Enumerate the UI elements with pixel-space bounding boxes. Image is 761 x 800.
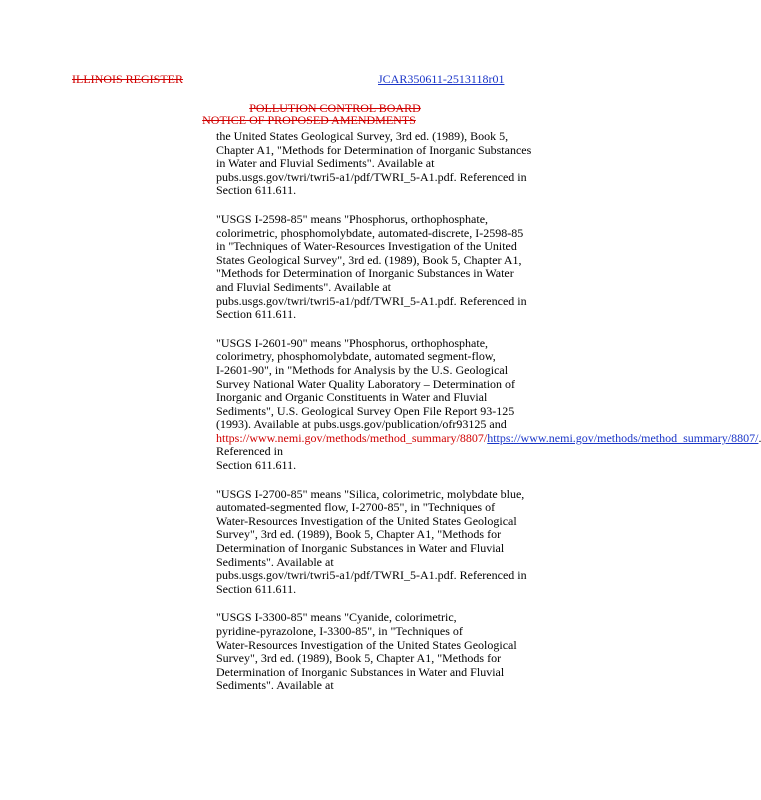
paragraph-text: "USGS I-2601-90" means "Phosphorus, orthophosphate, colorimetry, phosphomolybdate, automated segment-flow, I-2601-90", in "Methods for Analysis by the U.S. Geological Survey National Water Quality Laboratory – Determination of Inorganic and Organic Constituents in Water and Fluvial Sediments", U.S. Geological Survey Open File Report 93-125 (1993). Available at pubs.usgs.gov/publication/ofr93125 and	[216, 335, 516, 432]
paragraph-usgs-i-2598-85: "USGS I-2598-85" means "Phosphorus, orthophosphate, colorimetric, phosphomolybdate, automated-discrete, I-2598-85 in "Techniques of Water-Resources Investigation of the United States Geological Survey", 3rd ed. (1989), Book 5, Chapter A1, "Methods for Determination of Inorganic Substances in Water and Fluvial Sediments". Available at pubs.usgs.gov/twri/twri5-a1/pdf/TWRI_5-A1.pdf. Referenced in Section 611.611.	[216, 211, 527, 322]
document-body	[216, 129, 759, 708]
paragraph-usgs-i-2601-90	[216, 335, 759, 473]
deleted-nemi-link[interactable]: https://www.nemi.gov/methods/method_summary/8807/	[216, 430, 488, 445]
paragraph-usgs-i-2700-85: "USGS I-2700-85" means "Silica, colorimetric, molybdate blue, automated-segmented flow, I-2700-85", in "Techniques of Water-Resources Investigation of the United States Geological Survey", 3rd ed. (1989), Book 5, Chapter A1, "Methods for Determination of Inorganic Substances in Water and Fluvial Sediments". Available at pubs.usgs.gov/twri/twri5-a1/pdf/TWRI_5-A1.pdf. Referenced in Section 611.611.	[216, 486, 527, 596]
notice-title: NOTICE OF PROPOSED AMENDMENTS	[202, 113, 416, 127]
paragraph-usgs-i-3300-85: "USGS I-3300-85" means "Cyanide, colorimetric, pyridine-pyrazolone, I-3300-85", in "Techniques of Water-Resources Investigation of the United States Geological Survey", 3rd ed. (1989), Book 5, Chapter A1, "Methods for Determination of Inorganic Substances in Water and Fluvial Sediments". Available at	[216, 610, 517, 693]
register-header: ILLINOIS REGISTER	[72, 72, 183, 86]
paragraph-tail: Referenced in Section 611.611.	[216, 444, 297, 473]
document-id-header: JCAR350611-2513118r01	[378, 72, 505, 86]
paragraph-continuation: the United States Geological Survey, 3rd ed. (1989), Book 5, Chapter A1, "Methods for Determination of Inorganic Substances in Water and Fluvial Sediments". Available at pubs.usgs.gov/twri/twri5-a1/pdf/TWRI_5-A1.pdf. Referenced in Section 611.611.	[216, 129, 532, 198]
inserted-nemi-link[interactable]: https://www.nemi.gov/methods/method_summary/8807/	[487, 430, 759, 445]
board-title: POLLUTION CONTROL BOARD	[249, 101, 421, 115]
